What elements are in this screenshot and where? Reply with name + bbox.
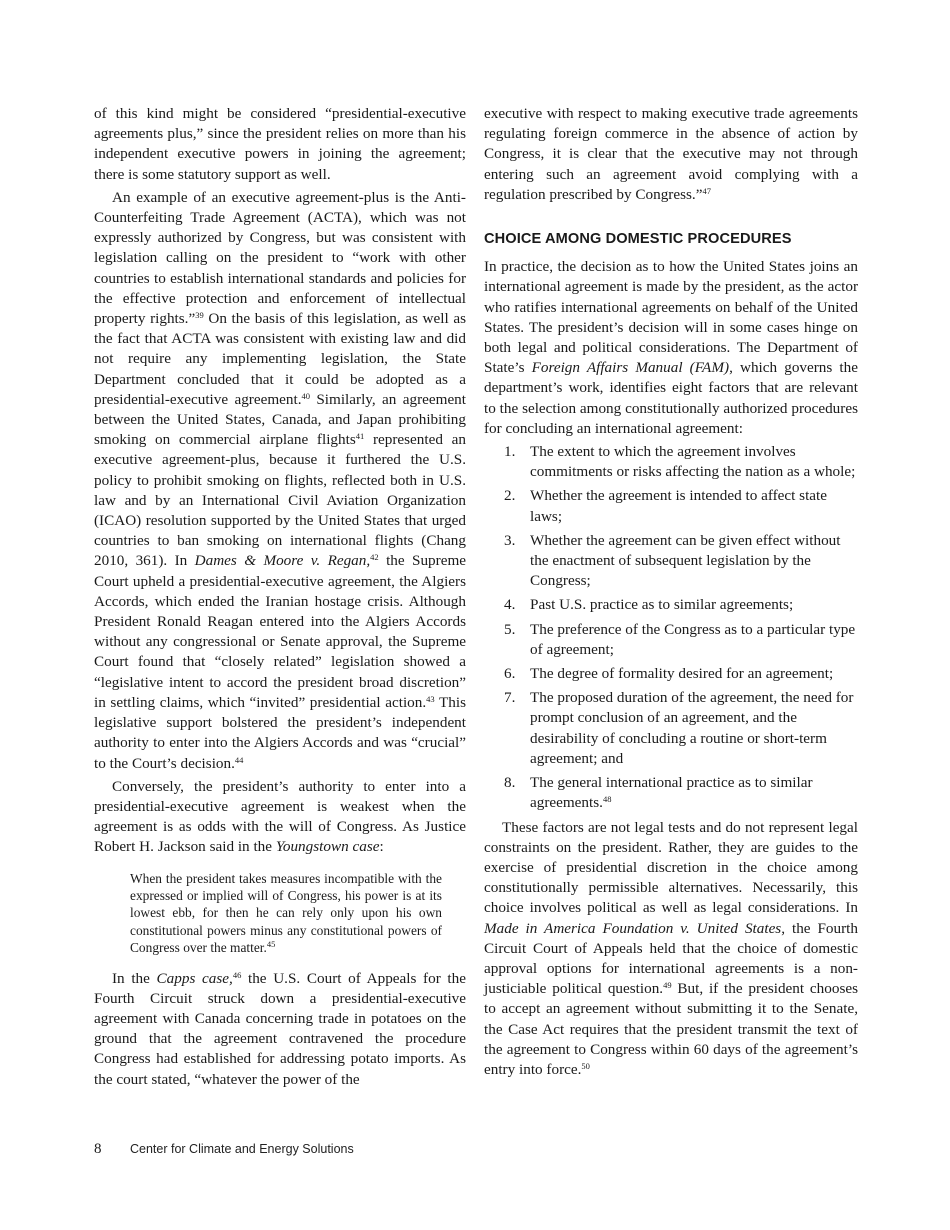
right-column bbox=[484, 104, 858, 1080]
factors-list bbox=[484, 442, 858, 813]
text-run: On the basis of this legislation, as well as the fact that ACTA was consistent with existing law and did not require any implementing legislation, the State Department concluded that it could be adopted as a presidential-executive agreement. bbox=[94, 310, 466, 408]
text-run: This legislative support bolstered the president’s independent authority to enter into the Algiers Accords and was “crucial” to the Court’s decision. bbox=[94, 693, 466, 772]
block-quote bbox=[130, 870, 442, 957]
paragraph: of this kind might be considered “presidential-executive agreements plus,” since the president relies on more than his independent executive powers in joining the agreement; there is some statutory support as well. bbox=[94, 105, 466, 183]
paragraph-practice bbox=[484, 257, 858, 439]
text-run: But, if the president chooses to accept an agreement without submitting it to the Senate, the Case Act requires that the president transmit the text of the agreement to Congress within 60 days of the agreement’s entry into force. bbox=[484, 980, 859, 1078]
list-text: Whether the agreement is intended to affect state laws; bbox=[530, 487, 828, 525]
paragraph-conversely bbox=[94, 777, 466, 858]
list-item bbox=[484, 620, 858, 660]
list-number: 3. bbox=[504, 531, 516, 549]
case-name: Capps case, bbox=[156, 969, 233, 987]
footnote-ref: 48 bbox=[602, 794, 612, 805]
text-run: executive with respect to making executive trade agreements regulating foreign commerce in the absence of action by Congress, it is clear that the executive may not through entering such an agreement avoid complying with a regulation prescribed by Congress.” bbox=[484, 105, 858, 203]
paragraph-factors bbox=[484, 818, 858, 1081]
footnote-ref: 49 bbox=[663, 980, 672, 991]
case-name: Dames & Moore v. Regan, bbox=[194, 552, 371, 570]
text-run: An example of an executive agreement-plus is the Anti-Counterfeiting Trade Agreement (ACTA), which was not expressly authorized by Congress, but was consistent with legislation calling on the president to “work with other countries to establish international standards and policies for the effective protection and enforcement of intellectual property rights.” bbox=[94, 188, 466, 328]
list-number: 7. bbox=[504, 689, 516, 707]
list-text: Whether the agreement can be given effect without the enactment of subsequent legislation by the Congress; bbox=[530, 531, 841, 590]
text-run: represented an executive agreement-plus, because it furthered the U.S. policy to prohibit smoking on flights, reflected both in U.S. law and by an International Civil Aviation Organization (ICAO) resolution supported by the United States that urged countries to ban smoking on international flights (Chang 2010, 361). In bbox=[94, 431, 466, 570]
case-name: Youngstown case bbox=[275, 838, 380, 856]
text-run: , which governs the department’s work, identifies eight factors that are relevant to the selection among constitutionally authorized procedures for concluding an international agreement: bbox=[484, 359, 858, 437]
list-number: 5. bbox=[504, 620, 516, 638]
footnote-ref: 39 bbox=[195, 310, 204, 321]
section-heading: CHOICE AMONG DOMESTIC PROCEDURES bbox=[484, 231, 792, 248]
manual-title: Foreign Affairs Manual (FAM) bbox=[531, 359, 730, 377]
left-column bbox=[94, 104, 466, 1090]
list-item bbox=[484, 442, 858, 482]
text-run: , the Fourth Circuit Court of Appeals held that the choice of domestic approval options for international agreements is a non-justiciable political question. bbox=[484, 919, 858, 998]
list-text: The degree of formality desired for an agreement; bbox=[530, 665, 834, 683]
list-number: 1. bbox=[504, 443, 516, 461]
list-number: 8. bbox=[504, 774, 516, 792]
text-run: the U.S. Court of Appeals for the Fourth Circuit struck down a presidential-executive agreement with Canada concerning trade in potatoes on the ground that the agreement contravened the procedure Congress had established for addressing potato imports. As the court stated, “whatever the power of the bbox=[94, 969, 466, 1088]
footnote-ref: 46 bbox=[232, 969, 242, 980]
text-run: In practice, the decision as to how the United States joins an international agreement is made by the president, as the actor who ratifies international agreements on behalf of the United States. The president’s decision will in some cases hinge on both legal and political considerations. The Department of State’s bbox=[484, 258, 858, 377]
list-item bbox=[484, 688, 858, 769]
text-run: Conversely, the president’s authority to enter into a presidential-executive agreement is weakest when the agreement is as odds with the will of Congress. As Justice Robert H. Jackson said in the bbox=[94, 777, 466, 856]
list-item bbox=[484, 664, 858, 684]
footnote-ref: 45 bbox=[266, 939, 276, 950]
page-footer bbox=[94, 1141, 354, 1161]
footnote-ref: 50 bbox=[581, 1060, 590, 1071]
footnote-ref: 44 bbox=[234, 754, 244, 765]
list-text: The general international practice as to similar agreements. bbox=[530, 774, 813, 812]
text-run: the Supreme Court upheld a presidential-executive agreement, the Algiers Accords, which ended the Iranian hostage crisis. Although President Ronald Reagan entered into the Algiers Accords without any congressional or Senate approval, the Supreme Court found that “closely related” legislation showed a “legislative intent to accord the president broad discretion” in settling claims, which “invited” presidential action. bbox=[94, 552, 467, 711]
list-number: 6. bbox=[504, 665, 516, 683]
text-run: Similarly, an agreement between the United States, Canada, and Japan prohibiting smoking on commercial airplane flights bbox=[94, 390, 466, 449]
footnote-ref: 42 bbox=[370, 552, 379, 563]
organization-name: Center for Climate and Energy Solutions bbox=[130, 1142, 354, 1156]
list-item bbox=[484, 486, 858, 526]
list-text: The preference of the Congress as to a particular type of agreement; bbox=[530, 620, 856, 658]
quote-text: When the president takes measures incompatible with the expressed or implied will of Congress, his power is at its lowest ebb, for then he can rely only upon his own constitutional powers minus any constitutional powers of Congress over the matter. bbox=[130, 870, 442, 956]
list-text: The extent to which the agreement involves commitments or risks affecting the nation as a whole; bbox=[530, 443, 856, 481]
page-number: 8 bbox=[94, 1141, 102, 1157]
list-text: Past U.S. practice as to similar agreements; bbox=[530, 596, 794, 614]
paragraph-capps bbox=[94, 969, 466, 1090]
paragraph-acta bbox=[94, 188, 466, 774]
paragraph bbox=[484, 104, 858, 205]
footnote-ref: 43 bbox=[426, 693, 435, 704]
text-run: : bbox=[379, 838, 384, 856]
list-number: 2. bbox=[504, 487, 516, 505]
case-name: Made in America Foundation v. United States bbox=[484, 919, 782, 937]
footnote-ref: 47 bbox=[702, 185, 711, 196]
text-run: These factors are not legal tests and do not represent legal constraints on the president. Rather, they are guides to the exercise of presidential discretion in the choice among constitutionally permissible alternatives. Necessarily, this choice involves political as well as legal considerations. In bbox=[484, 818, 858, 917]
text-run: In the bbox=[112, 969, 157, 987]
list-text: The proposed duration of the agreement, the need for prompt conclusion of an agreement, and the desirability of concluding a routine or short-term agreement; and bbox=[530, 689, 854, 767]
list-number: 4. bbox=[504, 596, 516, 614]
list-item bbox=[484, 595, 858, 615]
footnote-ref: 40 bbox=[301, 390, 310, 401]
footnote-ref: 41 bbox=[355, 431, 365, 442]
list-item bbox=[484, 773, 858, 813]
list-item bbox=[484, 531, 858, 592]
